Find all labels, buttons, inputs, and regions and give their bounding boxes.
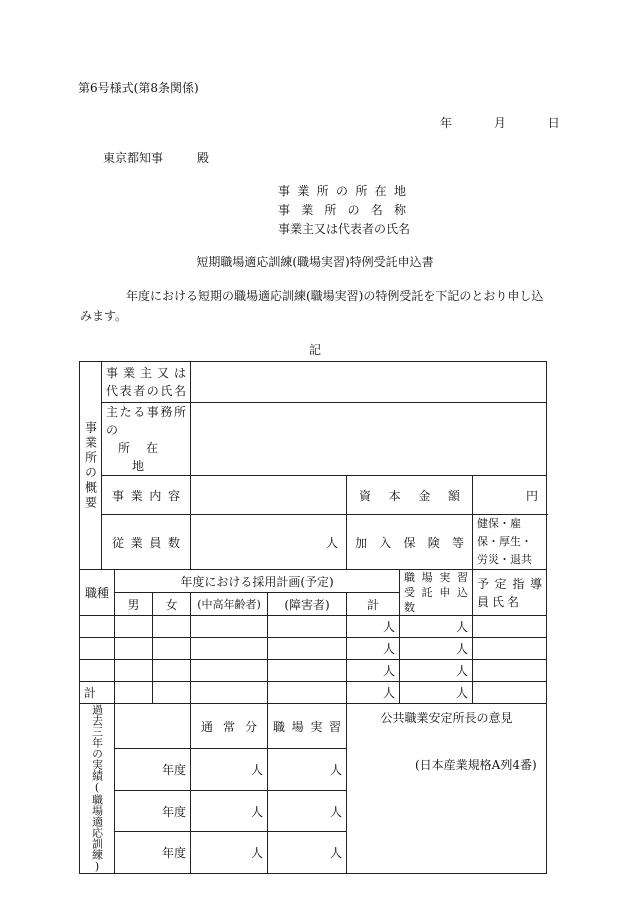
date-day: 日	[547, 116, 560, 130]
middle-aged-header: (中高年齢者)	[191, 593, 268, 616]
applicant-address-label: 事業所の所在地	[278, 184, 406, 198]
opinion-box[interactable]: 公共職業安定所長の意見	[347, 704, 547, 874]
job-type-cell[interactable]	[80, 660, 115, 682]
capital-value[interactable]: 円	[473, 476, 547, 515]
owner-value[interactable]	[191, 362, 547, 403]
record-section-label: 過去三年の実績(職場適応訓練)	[80, 704, 115, 874]
record-practical-cell[interactable]: 人	[268, 790, 347, 832]
disabled-cell[interactable]	[268, 682, 347, 704]
instructor-header: 予定指導 員氏名	[473, 570, 547, 616]
middle-aged-cell[interactable]	[191, 682, 268, 704]
applicant-block	[278, 182, 411, 239]
record-practical-cell[interactable]: 人	[268, 832, 347, 874]
addressee	[103, 149, 209, 166]
female-cell[interactable]	[153, 616, 191, 638]
plan-total-row	[80, 682, 547, 704]
application-table	[79, 361, 547, 874]
job-type-header: 職種	[80, 570, 115, 616]
practical-header: 職場実習	[268, 704, 347, 749]
record-header-blank	[115, 704, 191, 749]
plan-row	[80, 638, 547, 660]
female-cell[interactable]	[153, 682, 191, 704]
document-title: 短期職場適応訓練(職場実習)特例受託申込書	[196, 255, 434, 269]
instructor-cell[interactable]	[473, 638, 547, 660]
total-cell[interactable]: 人	[347, 616, 400, 638]
consign-cell[interactable]: 人	[400, 682, 473, 704]
date-year: 年	[440, 116, 453, 130]
disabled-cell[interactable]	[268, 638, 347, 660]
applicant-name-label: 事業所の名称	[278, 203, 406, 217]
record-normal-cell[interactable]: 人	[191, 832, 268, 874]
honorific: 殿	[197, 151, 210, 165]
addressee-name: 東京都知事	[103, 151, 164, 165]
male-header: 男	[115, 593, 153, 616]
middle-aged-cell[interactable]	[191, 616, 268, 638]
disabled-cell[interactable]	[268, 660, 347, 682]
consign-cell[interactable]: 人	[400, 660, 473, 682]
employees-value[interactable]: 人	[191, 515, 347, 570]
total-header: 計	[347, 593, 400, 616]
record-practical-cell[interactable]: 人	[268, 749, 347, 791]
female-header: 女	[153, 593, 191, 616]
disabled-cell[interactable]	[268, 616, 347, 638]
plan-row	[80, 616, 547, 638]
instructor-cell[interactable]	[473, 660, 547, 682]
female-cell[interactable]	[153, 638, 191, 660]
employees-label: 従業員数	[102, 515, 191, 570]
consign-cell[interactable]: 人	[400, 616, 473, 638]
total-cell[interactable]: 人	[347, 660, 400, 682]
plan-row	[80, 660, 547, 682]
business-value[interactable]	[191, 476, 347, 515]
male-cell[interactable]	[115, 616, 153, 638]
normal-header: 通常分	[191, 704, 268, 749]
consign-header: 職場実習 受託申込 数	[400, 570, 473, 616]
job-type-cell[interactable]	[80, 616, 115, 638]
date-line	[440, 114, 560, 131]
middle-aged-cell[interactable]	[191, 638, 268, 660]
plan-title: 年度における採用計画(予定)	[115, 570, 400, 593]
form-number: 第6号様式(第8条関係)	[78, 81, 199, 95]
total-row-label: 計	[80, 682, 115, 704]
record-year-cell[interactable]: 年度	[115, 749, 191, 791]
insurance-value: 健保・雇保・厚生・ 労災・退共	[473, 515, 547, 570]
date-month: 月	[493, 116, 506, 130]
main-office-label: 主たる事務所の 所在地	[102, 403, 191, 476]
instructor-cell[interactable]	[473, 616, 547, 638]
middle-aged-cell[interactable]	[191, 660, 268, 682]
insurance-label: 加入保険等	[347, 515, 473, 570]
body-text: 年度における短期の職場適応訓練(職場実習)の特例受託を下記のとおり申し込みます。	[80, 289, 544, 323]
male-cell[interactable]	[115, 682, 153, 704]
overview-section-label: 事業所の概要	[80, 362, 102, 570]
business-label: 事業内容	[102, 476, 191, 515]
male-cell[interactable]	[115, 660, 153, 682]
disabled-header: (障害者)	[268, 593, 347, 616]
main-office-value[interactable]	[191, 403, 547, 476]
total-cell[interactable]: 人	[347, 682, 400, 704]
total-cell[interactable]: 人	[347, 638, 400, 660]
male-cell[interactable]	[115, 638, 153, 660]
applicant-rep-label: 事業主又は代表者の氏名	[278, 222, 411, 236]
capital-label: 資本金額	[347, 476, 473, 515]
owner-label: 事業主又は 代表者の氏名	[102, 362, 191, 403]
record-year-cell[interactable]: 年度	[115, 832, 191, 874]
ki-heading: 記	[308, 343, 321, 357]
job-type-cell[interactable]	[80, 638, 115, 660]
instructor-cell[interactable]	[473, 682, 547, 704]
record-normal-cell[interactable]: 人	[191, 790, 268, 832]
female-cell[interactable]	[153, 660, 191, 682]
footer-note: (日本産業規格A列4番)	[415, 758, 537, 772]
record-normal-cell[interactable]: 人	[191, 749, 268, 791]
consign-cell[interactable]: 人	[400, 638, 473, 660]
record-year-cell[interactable]: 年度	[115, 790, 191, 832]
